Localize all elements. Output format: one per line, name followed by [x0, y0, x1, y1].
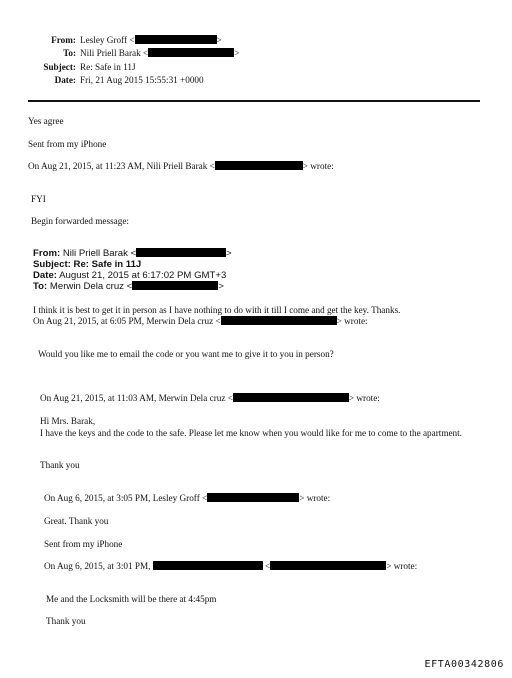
body-line: Thank you [46, 616, 86, 626]
from-value: Lesley Groff < > [80, 35, 222, 45]
body-line: Sent from my iPhone [44, 539, 123, 549]
header-divider [28, 100, 480, 102]
quote-attribution: On Aug 6, 2015, at 3:05 PM, Lesley Groff < > wrote: [44, 493, 331, 503]
redaction-block [233, 393, 349, 402]
quote-attribution: On Aug 6, 2015, at 3:01 PM, < > wrote: [44, 561, 418, 571]
quote-attribution: On Aug 21, 2015, at 11:23 AM, Nili Priell Barak < > wrote: [28, 161, 334, 171]
body-line: Would you like me to email the code or you want me to give it to you in person? [38, 349, 334, 359]
body-line: I think it is best to get it in person as I have nothing to do with it till I come and get the key. Thanks. [33, 305, 401, 315]
body-line: Thank you [40, 460, 80, 470]
date-label: Date: [54, 75, 76, 85]
body-line: Hi Mrs. Barak, [40, 416, 96, 426]
to-value: Nili Priell Barak < > [80, 48, 240, 58]
body-line: Great. Thank you [44, 516, 109, 526]
from-label: From: [51, 35, 76, 45]
subject-value: Re: Safe in 11J [80, 62, 136, 72]
fwd-from: From: Nili Priell Barak < > [33, 248, 232, 259]
body-line: Begin forwarded message: [31, 216, 129, 226]
redaction-block [270, 561, 386, 570]
redaction-block [136, 248, 226, 257]
body-paragraph: I have the keys and the code to the safe. Please let me know when you would like for me to come to the apartment. [40, 428, 462, 438]
body-line: Sent from my iPhone [28, 139, 107, 149]
body-line: FYI [31, 194, 46, 204]
body-line: Me and the Locksmith will be there at 4:45pm [46, 594, 217, 604]
quote-attribution: On Aug 21, 2015, at 6:05 PM, Merwin Dela cruz < > wrote: [33, 316, 368, 326]
fwd-subject: Subject: Re: Safe in 11J [33, 259, 142, 270]
subject-label: Subject: [43, 62, 76, 72]
fwd-date: Date: August 21, 2015 at 6:17:02 PM GMT+3 [33, 270, 227, 281]
redaction-block [132, 281, 218, 290]
date-value: Fri, 21 Aug 2015 15:55:31 +0000 [80, 75, 204, 85]
to-label: To: [63, 48, 76, 58]
body-line: Yes agree [28, 116, 64, 126]
redaction-block [153, 561, 263, 570]
redaction-block [148, 48, 234, 57]
quote-attribution: On Aug 21, 2015, at 11:03 AM, Merwin Dela cruz < > wrote: [40, 393, 380, 403]
fwd-to: To: Merwin Dela cruz < > [33, 281, 224, 292]
redaction-block [207, 493, 299, 502]
redaction-block [135, 35, 217, 44]
redaction-block [221, 316, 337, 325]
redaction-block [215, 161, 303, 170]
document-id: EFTA00342806 [424, 659, 504, 670]
